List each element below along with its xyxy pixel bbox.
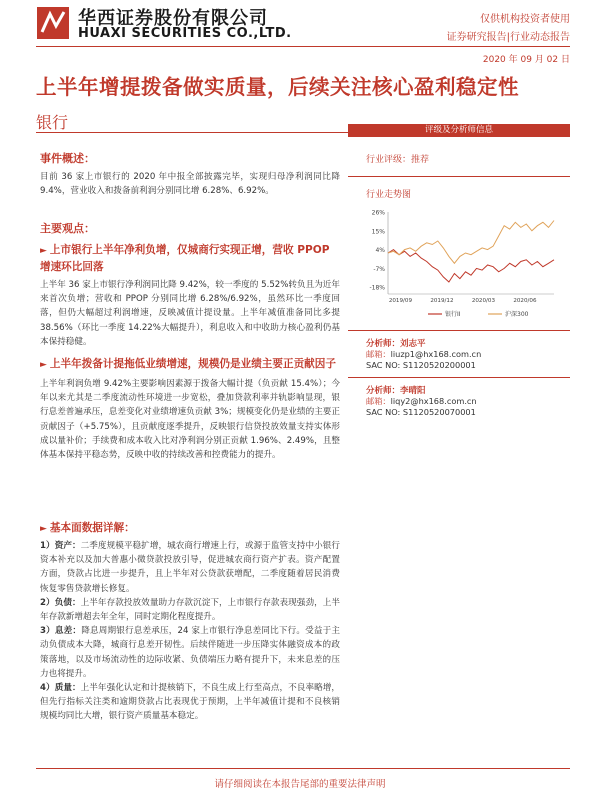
bullet-triangle-icon: ►: [40, 360, 47, 370]
footer-divider: [36, 768, 570, 769]
analyst-sac: SAC NO: S1120520200001: [366, 360, 476, 370]
fundamentals-heading: 基本面数据详解：: [49, 522, 135, 534]
analyst-name-value: 李晴阳: [400, 386, 426, 396]
item-label: 质量：: [54, 683, 81, 694]
point2-title: [40, 356, 340, 373]
fundamentals-item: [40, 596, 340, 624]
item-text: 降息周期银行息差承压，24 家上市银行净息差同比下行。受益于主动负债成本大降，城商行息差开韧性。后续伴随进一步压降实体融资成本的政策落地，以及市场流动性的边际收紧、负债端压力略有提升下，未来息差的压力也将提升。: [40, 626, 341, 679]
item-number: 2）: [40, 597, 55, 608]
y-tick-label: 26%: [371, 209, 385, 217]
analyst-email: [366, 396, 570, 407]
analyst-name-label: 分析师：: [366, 339, 401, 349]
point1-title: [40, 242, 340, 275]
point2-section: [40, 356, 340, 462]
y-tick-label: -18%: [369, 284, 385, 292]
fundamentals-title: [40, 520, 340, 537]
email-value[interactable]: liuzp1@hx168.com.cn: [390, 349, 482, 359]
analyst-name: [366, 337, 570, 349]
x-tick-label: 2020/06: [513, 298, 537, 304]
brand-name-cn: 华西证券股份有限公司: [78, 8, 268, 29]
item-label: 资产：: [54, 541, 81, 551]
analyst-name: [366, 384, 570, 396]
rating-value: 推荐: [411, 155, 430, 165]
trend-chart-wrap: [348, 206, 570, 326]
audience-note: 仅供机构投资者使用: [480, 14, 570, 25]
analyst-name-value: 刘志平: [400, 339, 426, 349]
rating-label: 行业评级：: [366, 155, 412, 165]
fundamentals-section: [40, 520, 340, 724]
legend-label: 沪深300: [505, 311, 529, 318]
x-tick-label: 2019/12: [430, 298, 454, 304]
point2-text: 上半年利润负增 9.42%主要影响因素源于拨备大幅计提（负贡献 15.4%）；今年以来尤其是二季度流动性环境进一步宽松，叠加贷款利率并轨影响显现，银行息差普遍承压，息差变化对业绩增速负贡献 3%；规模变化仍是业绩的主要正贡献因子（+5.75%），且贡献度逐季提升，反映银行信贷投放效量支持实体形成以量补价；手续费和成本收入比对净利润分别正贡献 1.96%、2.49%，且整体基本保持平稳态势，反映中收的持续改善和控费能力的提升。: [40, 379, 340, 461]
point1-text: 上半年 36 家上市银行净利润同比降 9.42%，较一季度的 5.52%转负且为近年来首次负增；营收和 PPOP 分别同比增 6.28%/6.92%，虽然环比一季度回落，但仍大幅超过利润增速，反映减值计提设量。上半年减值准备同比多提 38.56%（环比一季度 14.22%大幅提升），利息收入和中收助力核心盈利仍基本保持稳健。: [40, 280, 340, 347]
industry-rating: [348, 147, 570, 166]
sidebar-divider: [348, 330, 570, 331]
company-logo: [36, 6, 70, 40]
item-number: 1）: [40, 541, 55, 551]
email-label: 邮箱：: [366, 349, 391, 359]
sector-label: 银行: [36, 113, 69, 132]
report-date: 2020 年 09 月 02 日: [482, 55, 570, 65]
analyst-block: [348, 337, 570, 371]
bullet-triangle-icon: ►: [40, 524, 47, 534]
header-divider: [36, 46, 570, 47]
trend-chart: [362, 206, 562, 322]
fundamentals-item: [40, 539, 340, 596]
sidebar-divider: [348, 377, 570, 378]
item-text: 上半年强化认定和计提核销下，不良生成上行至高点，不良率略增，但先行指标关注类和逾期贷款占比表现优于预期，上半年减值计提和不良核销规模均同比大增，银行资产质量基本稳定。: [40, 683, 340, 722]
y-tick-label: -7%: [373, 265, 385, 273]
sidebar-divider: [348, 176, 570, 177]
point2-title-text: 上半年拨备计提拖低业绩增速，规模仍是业绩主要正贡献因子: [49, 358, 336, 370]
report-type: 证券研究报告|行业动态报告: [446, 32, 570, 43]
fundamentals-item: [40, 681, 340, 724]
item-number: 4）: [40, 683, 55, 694]
fundamentals-list: [40, 539, 340, 724]
y-tick-label: 15%: [371, 228, 385, 236]
analyst-name-label: 分析师：: [366, 386, 401, 396]
event-section: [40, 150, 340, 198]
analyst-block: [348, 384, 570, 418]
email-label: 邮箱：: [366, 396, 391, 406]
legal-notice: 请仔细阅读在本报告尾部的重要法律声明: [214, 779, 386, 790]
event-heading: 事件概述：: [40, 152, 95, 165]
x-tick-label: 2019/09: [388, 298, 413, 304]
main-points-section: [40, 220, 340, 349]
series-line-csi300: [388, 221, 554, 264]
event-text: 目前 36 家上市银行的 2020 年中报全部披露完毕，实现归母净利润同比降 9.4%，营业收入和拨备前利润分别同比增 6.28%、6.92%。: [40, 172, 340, 197]
trend-label: 行业走势图: [366, 190, 412, 200]
brand-name-en: HUAXI SECURITIES CO.,LTD.: [78, 26, 292, 41]
email-value[interactable]: liqy2@hx168.com.cn: [390, 396, 477, 406]
analyst-email: [366, 349, 570, 360]
x-tick-label: 2020/03: [471, 298, 496, 304]
analyst-sac: SAC NO: S1120520070001: [366, 407, 476, 417]
bullet-triangle-icon: ►: [40, 246, 47, 256]
point1-title-text: 上市银行上半年净利负增，仅城商行实现正增，营收 PPOP 增速环比回落: [40, 244, 330, 273]
item-label: 负债：: [54, 597, 81, 608]
item-text: 二季度规模平稳扩增，城农商行增速上行，或源于监管支持中小银行资本补充以及加大普惠小微贷款投放引导，促进城农商行资产扩表。资产配置方面，贷款占比进一步提升，且上半年对公贷款获增配，二季度随着居民消费恢复零售贷款增长修复。: [40, 541, 340, 594]
report-title: 上半年增提拨备做实质量，后续关注核心盈利稳定性: [36, 75, 519, 99]
main-points-heading: 主要观点：: [40, 222, 95, 235]
fundamentals-item: [40, 624, 340, 681]
item-text: 上半年存款投放效量助力存款沉淀下，上市银行存款表现强劲，上半年存款新增超去年全年，同时定期化程度提升。: [40, 597, 340, 623]
item-label: 息差：: [54, 626, 82, 637]
sidebar: [348, 124, 570, 418]
rating-bar: 评级及分析师信息: [348, 124, 570, 137]
y-tick-label: 4%: [375, 247, 385, 255]
legend-label: 银行II: [445, 311, 461, 318]
item-number: 3）: [40, 626, 55, 637]
